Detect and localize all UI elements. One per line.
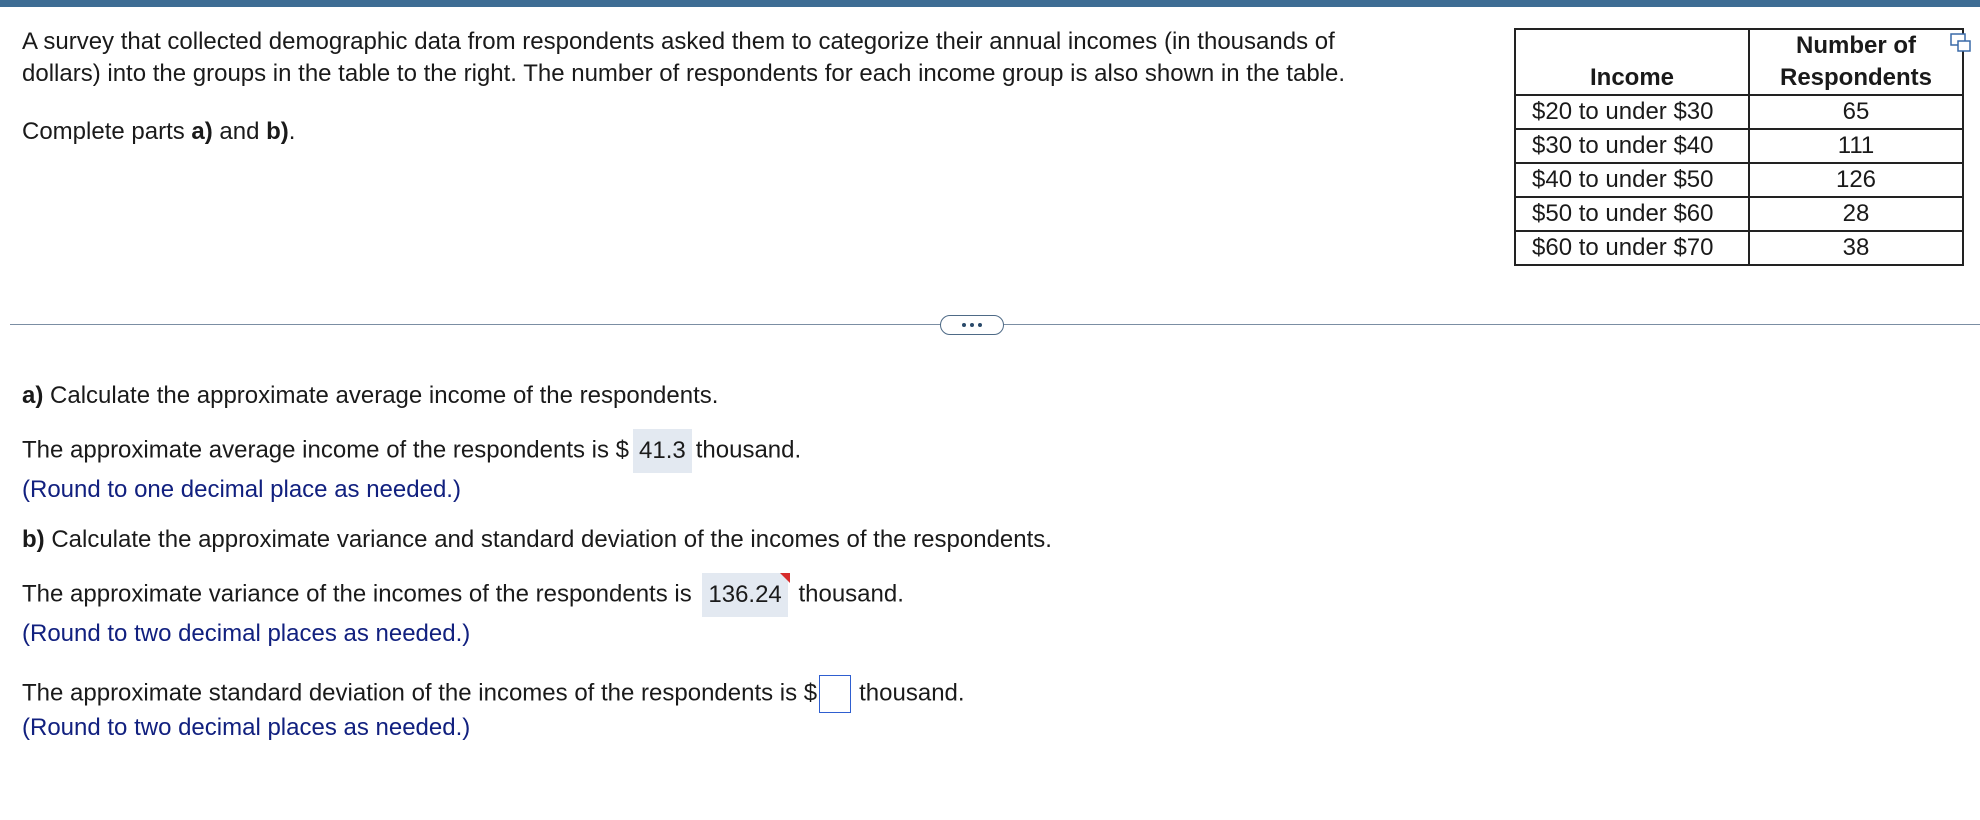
respondents-cell: 65 xyxy=(1749,95,1963,129)
variance-hint: (Round to two decimal places as needed.) xyxy=(22,620,471,647)
table-row xyxy=(1515,231,1963,265)
variance-answer-value: 136.24 xyxy=(708,581,782,608)
sd-answer-line xyxy=(22,675,965,713)
more-options-button[interactable] xyxy=(940,315,1004,335)
income-table xyxy=(1514,28,1964,266)
incorrect-flag-icon xyxy=(780,573,790,583)
part-b-label: b) xyxy=(22,526,45,553)
income-cell: $50 to under $60 xyxy=(1515,197,1749,231)
sd-suffix: thousand. xyxy=(859,679,965,707)
problem-statement-line-1: A survey that collected demographic data from respondents asked them to categorize their annual incomes (in thousands of xyxy=(22,28,1335,55)
respondents-cell: 111 xyxy=(1749,129,1963,163)
variance-suffix: thousand. xyxy=(798,580,904,608)
sd-answer-input[interactable] xyxy=(819,675,851,713)
popout-icon[interactable] xyxy=(1950,32,1972,54)
variance-answer-line xyxy=(22,573,904,617)
respondents-cell: 38 xyxy=(1749,231,1963,265)
table-row xyxy=(1515,197,1963,231)
variance-prefix: The approximate variance of the incomes of the respondents is xyxy=(22,580,692,608)
average-income-answer[interactable]: 41.3 xyxy=(633,429,692,473)
problem-statement xyxy=(22,26,1492,90)
instructions xyxy=(22,116,295,148)
instruction-part-a: a) xyxy=(191,118,213,145)
table-row xyxy=(1515,129,1963,163)
part-b-question xyxy=(22,524,1052,556)
sd-prefix: The approximate standard deviation of the incomes of the respondents is $ xyxy=(22,679,818,707)
header-respondents-line-1: Number of xyxy=(1796,32,1916,59)
table-row xyxy=(1515,95,1963,129)
instruction-prefix: Complete parts xyxy=(22,118,192,145)
part-b-question-text: Calculate the approximate variance and standard deviation of the incomes of the respondents. xyxy=(44,526,1052,553)
part-a-hint: (Round to one decimal place as needed.) xyxy=(22,476,461,503)
sd-hint: (Round to two decimal places as needed.) xyxy=(22,714,471,741)
income-cell: $30 to under $40 xyxy=(1515,129,1749,163)
instruction-part-b: b) xyxy=(266,118,289,145)
more-options-icon xyxy=(962,323,966,327)
part-a-answer-line xyxy=(22,429,801,473)
table-header-row xyxy=(1515,29,1963,95)
top-accent-bar xyxy=(0,0,1980,7)
table-row xyxy=(1515,163,1963,197)
income-cell: $40 to under $50 xyxy=(1515,163,1749,197)
income-cell: $60 to under $70 xyxy=(1515,231,1749,265)
part-a-label: a) xyxy=(22,382,44,409)
instruction-and: and xyxy=(212,118,267,145)
part-a-question xyxy=(22,380,718,412)
respondents-cell: 28 xyxy=(1749,197,1963,231)
part-a-answer-suffix: thousand. xyxy=(695,436,802,464)
problem-statement-line-2: dollars) into the groups in the table to the right. The number of respondents for each income group is also shown in the table. xyxy=(22,60,1346,87)
part-a-answer-prefix: The approximate average income of the respondents is $ xyxy=(22,436,630,464)
header-respondents-line-2: Respondents xyxy=(1779,64,1932,91)
header-income: Income xyxy=(1515,29,1749,95)
part-a-question-text: Calculate the approximate average income of the respondents. xyxy=(43,382,719,409)
income-cell: $20 to under $30 xyxy=(1515,95,1749,129)
respondents-cell: 126 xyxy=(1749,163,1963,197)
header-respondents xyxy=(1749,29,1963,95)
instruction-suffix: . xyxy=(288,118,296,145)
variance-answer[interactable] xyxy=(702,573,787,617)
